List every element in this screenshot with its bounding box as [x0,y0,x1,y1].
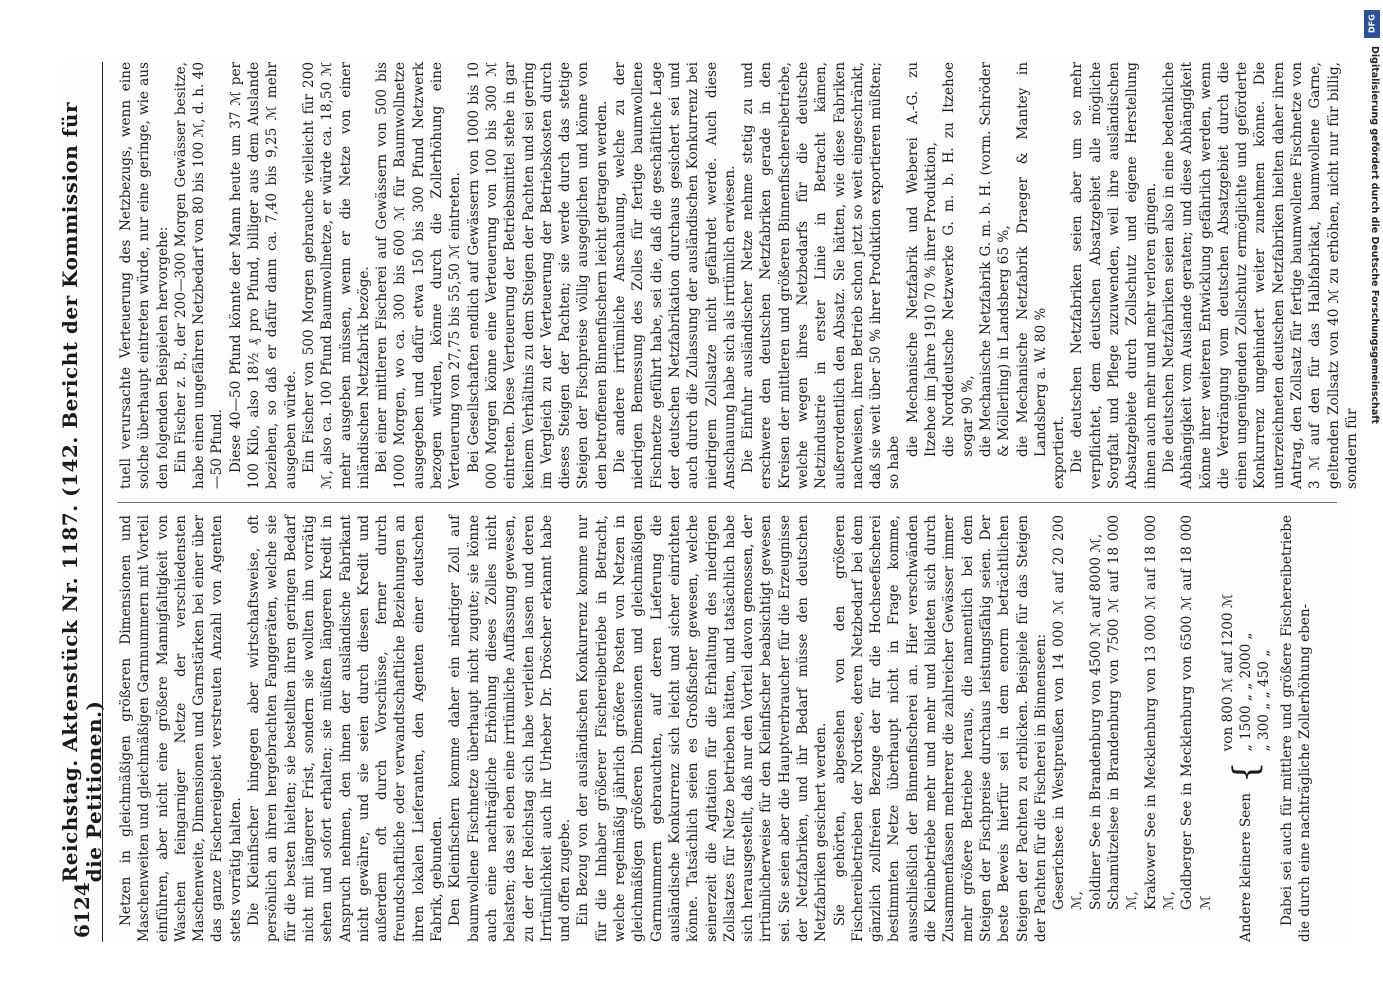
example-item: Soldiner See in Brandenburg von 4500 ℳ auf 8000 ℳ, [1087,533,1104,910]
paragraph: Den Kleinfischern komme daher ein niedriger Zoll auf baumwollene Fischnetze überhaupt nicht zugute; sie könne auch eine nachträgliche Erhöhung dieses Zolles nicht belasten; das sei eben eine irrtümliche Auffassung gewesen, zu der der Reichstag sich habe verleiten lassen und deren Irrtümlichkeit auch ihr Urheber Dr. Dröscher erkannt habe und offen zugebe. [447,515,574,942]
paragraph: Die Einfuhr ausländischer Netze nehme stetig zu und erschwere den deutschen Netzfabriken gerade in den Kreisen der mittleren und größeren Binnenfischereibetriebe, welche wegen ihres Netzbedarfs für die deutsche Netzindustrie in erster Linie in Betracht kämen, außerordentlich den Absatz. Sie hätten, wie diese Fabriken nachweisen, ihren Betrieb schon jetzt so weit eingeschränkt, daß sie weit über 50 % ihrer Produktion exportieren müßten; so habe [740,62,903,489]
page-number: 6124 [70,882,94,938]
page-header [58,62,106,942]
example-item: Goldberger See in Mecklenburg von 6500 ℳ auf 18 000 ℳ [1179,515,1214,910]
left-column [117,515,1337,942]
small-lake-value: von 800 ℳ auf 1200 ℳ [1219,593,1236,752]
small-lake-value: „ 1500 „ „ 2000 „ [1238,632,1255,752]
dfg-sidebar [1362,10,1382,990]
paragraph: Bei einer mittleren Fischerei auf Gewässern von 500 bis 1000 Morgen, wo ca. 300 bis 600 ℳ für Baumwollnetze ausgegeben und dafür etwa 150 bis 300 Pfund Netzwerk bezogen würden, könne durch die Zollerhöhung eine Verteuerung von 27,75 bis 55,50 ℳ eintreten. [374,62,464,489]
paragraph: Die Kleinfischer hingegen aber wirtschaftsweise, oft persönlich an ihren hergebrachten Fanggeräten, welche sie für die besten hielten; sie bestellten ihren geringen Bedarf nicht mit längerer Frist, sondern sie wollten ihn vorrätig sehen und sofort erhalten; sie müßten längeren Kredit in Anspruch nehmen, den ihnen der ausländische Fabrikant nicht gewähre, und sie seien durch diesen Kredit und außerdem oft durch Vorschüsse, ferner durch freundschaftliche oder verwandtschaftliche Beziehungen an ihren lokalen Lieferanten, den Agenten einer deutschen Fabrik, gebunden. [246,515,446,942]
right-column [117,62,1360,489]
factory-item: die Norddeutsche Netzwerke G. m. b. H. zu Itzehoe sogar 90 %, [941,62,976,457]
small-lakes-label: Andere kleinere Seen [1238,793,1255,942]
dfg-credit: Digitalisierung gefördert durch die Deutsche Forschungsgemeinschaft [1369,46,1380,424]
example-item: Schamützelsee in Brandenburg von 7500 ℳ auf 18 000 ℳ, [1106,515,1141,910]
paragraph: Die deutschen Netzfabriken seien aber um so mehr verpflichtet, dem deutschen Absatzgebiet alle mögliche Sorgfalt und Pflege zuzuwenden, weil ihre ausländischen Absatzgebiete durch Zollschutz und eigene Herstellung ihnen auch mehr und mehr verloren gingen. [1069,62,1159,489]
paragraph: Diese 40—50 Pfund könnte der Mann heute um 37 ℳ per 100 Kilo, also 18½ ₰ pro Pfund, billiger aus dem Auslande beziehen, so daß er dafür dann ca. 7,40 bis 9,25 ℳ mehr ausgeben würde. [227,62,299,489]
dfg-logo: DFG [1364,10,1380,38]
factory-list [904,62,1050,489]
factory-item: die Mechanische Netzfabrik G. m. b. H. (vorm. Schröder & Möllerling) in Landsberg 65 %, [977,62,1013,457]
factory-item: die Mechanische Netzfabrik Draeger & Mantey in Landsberg a. W. 80 % [1014,62,1049,457]
small-lake-value: „ 300 „ „ 450 „ [1256,649,1273,752]
paragraph: Netzen in gleichmäßigen größeren Dimensionen und Maschenweiten und gleichmäßigen Garnnummern mit Vorteil einführen, aber nicht eine größere Mannigfaltigkeit von Waschen feingarniger Netze der verschiedensten Maschenweite, Dimensionen und Garnstärken bei einer über das ganze Fischereigebiet verstreuten Anzahl von Agenten stets vorrätig halten. [118,515,244,942]
factory-item: die Mechanische Netzfabrik und Weberei A.-G. zu Itzehoe im Jahre 1910 70 % ihrer Produktion, [904,62,940,457]
paragraph: exportiert. [1051,415,1068,489]
paragraph: Ein Fischer von 500 Morgen gebrauche vielleicht für 200 ℳ, also ca. 100 Pfund Baumwollnetze, er würde ca. 18,50 ℳ mehr ausgeben müssen, wenn er die Netze von einer inländischen Netzfabrik bezöge. [300,62,372,489]
paragraph: Die deutschen Netzfabriken seien also in eine bedenkliche Abhängigkeit vom Auslande geraten; und diese Abhängigkeit könne ihrer weiteren Entwicklung gefährlich werden, wenn die Verdrängung vom deutschen Absatzgebiet durch die einen ungenügenden Zollschutz ermöglichte und geförderte Konkurrenz ungehindert weiter zunehmen könne. Die unterzeichneten deutschen Netzfabriken hielten daher ihren Antrag, den Zollsatz für fertige baumwollene Fischnetze von 3 ℳ auf den für das Halbfabrikat, baumwollene Garne, geltenden Zollsatz von 40 ℳ zu erhöhen, nicht nur für billig, sondern für [1160,62,1360,489]
paragraph: Sie gehörten, abgesehen von den größeren Fischereibetrieben der Nordsee, deren Netzbedarf bei dem gänzlich zollfreien Bezuge der für die Hochseefischerei bestimmten Netze überhaupt nicht in Frage komme, ausschließlich der Binnenfischerei an. Hier verschwänden die Kleinbetriebe mehr und mehr und bildeten sich durch Zusammenfassen mehrerer die zahlreicher Gewässer immer mehr größere Betriebe heraus, die namentlich bei dem Steigen der Fischpreise durchaus leistungsfähig seien. Der beste Beweis hierfür sei in dem enorm beträchtlichen Steigen der Pachten zu erblicken. Beispiele für das Steigen der Pachten für die Fischerei in Binnenseen: [831,515,1049,942]
paragraph: Ein Fischer z. B., der 200—300 Morgen Gewässer besitze, habe einen ungefähren Netzbedarf von 80 bis 100 ℳ, d. h. 40—50 Pfund. [172,62,226,489]
rotated-page [58,62,1360,942]
paragraph: tuell verursachte Verteuerung des Netzbezugs, wenn eine solche überhaupt eintreten würde, nur eine geringe, wie aus den folgenden Beispielen hervorgehe: [118,62,171,489]
example-item: Geserichsee in Westpreußen von 14 000 ℳ auf 20 200 ℳ, [1051,515,1086,910]
page-title: Reichstag. Aktenstück Nr. 1187. (142. Bericht der Kommission für die Petitionen.) [58,102,106,883]
paragraph: Dabei sei auch für mittlere und größere Fischereibetriebe die durch eine nachträgliche Zollerhöhung eben- [1278,515,1313,942]
paragraph: Bei Gesellschaften endlich auf Gewässern von 1000 bis 10 000 Morgen könne eine Verteuerung von 100 bis 300 ℳ eintreten. Diese Verteuerung der Betriebsmittel stehe in gar keinem Verhältnis zu dem Steigen der Pachten und sei gering im Vergleich zu der Verteuerung der Betriebskosten durch dieses Steigen der Pachten; sie werde durch das stetige Steigen der Fischpreise völlig ausgeglichen und könne von den betroffenen Binnenfischern leicht getragen werden. [465,62,610,489]
example-list [1050,515,1215,942]
example-item: Krakower See in Mecklenburg von 13 000 ℳ auf 18 000 ℳ, [1142,515,1177,910]
paragraph: Ein Bezug von der ausländischen Konkurrenz komme nur für die Inhaber größerer Fischereibetriebe in Betracht, welche regelmäßig jährlich größere Posten von Netzen in gleichmäßigen größeren Dimensionen und gleichmäßigen Garnnummern gebrauchten, auf deren Lieferung die ausländische Konkurrenz sich leicht und sicher einrichten könne. Tatsächlich seien es Großfischer gewesen, welche seinerzeit die Agitation für die Erhaltung des niedrigen Zollsatzes für Netze betrieben hätten, und tatsächlich habe sich herausgestellt, daß nur den Vorteil davon genossen, der irrtümlicherweise für den Kleinfischer beabsichtigt gewesen sei. Sie seien aber die Hauptverbraucher für die Erzeugnisse der Netzfabriken, und ihr Bedarf müsse den deutschen Netzfabriken gesichert werden. [575,515,830,942]
paragraph: Die andere irrtümliche Anschauung, welche zu der niedrigen Bemessung des Zolles für fertige baumwollene Fischnetze geführt habe, sei die, daß die geschäftliche Lage der deutschen Netzfabrikation durchaus gesichert sei und auch durch die Zulassung der ausländischen Konkurrenz bei niedrigem Zollsatze nicht gefährdet werde. Auch diese Anschauung habe sich als irrtümlich erwiesen. [612,62,738,489]
small-lakes-block [1219,515,1274,942]
brace-icon: { [1226,761,1267,784]
